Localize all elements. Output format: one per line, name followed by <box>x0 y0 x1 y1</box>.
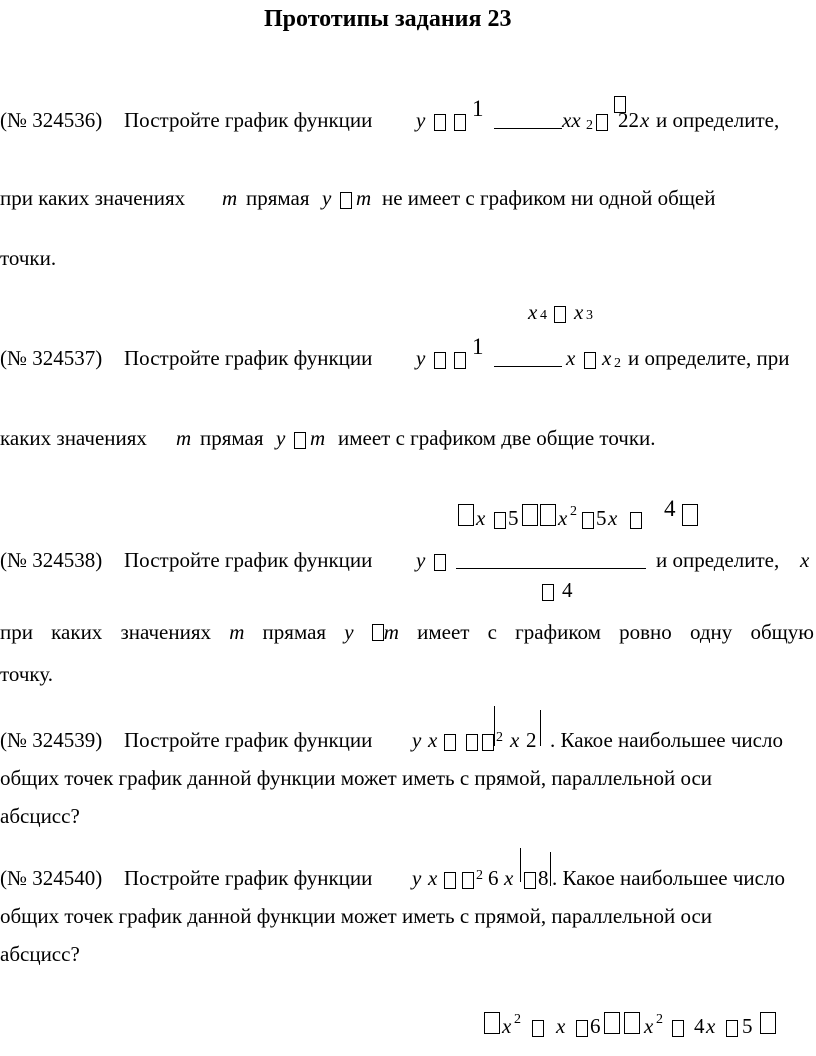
formula-x: x <box>706 1014 716 1038</box>
problem-line2-end: не имеет с графиком ни одной общей <box>382 186 716 210</box>
problem-line2-end: имеет с графиком две общие точки. <box>338 426 656 450</box>
var-y: y <box>322 186 332 210</box>
formula-x: x <box>476 506 486 530</box>
var-m: m <box>176 426 192 450</box>
formula-superscript: 2 <box>476 868 483 883</box>
formula-top-sub: 4 <box>540 308 547 323</box>
formula-top-sub: 3 <box>586 308 593 323</box>
abs-bar <box>550 852 551 886</box>
formula-x: x <box>558 506 568 530</box>
formula-numerator: 1 <box>472 334 484 359</box>
formula-x: x <box>428 866 438 890</box>
missing-glyph-icon <box>340 192 352 209</box>
formula-num: 5 <box>508 506 519 530</box>
word: каких <box>51 620 103 644</box>
missing-glyph-icon <box>542 584 554 601</box>
var-m: m <box>356 186 372 210</box>
var-m: m <box>222 186 238 210</box>
page-title: Прототипы задания 23 <box>264 6 512 32</box>
formula-numerator: 1 <box>472 96 484 121</box>
formula-superscript: 2 <box>570 504 577 519</box>
formula-tail: 22 <box>618 108 639 132</box>
formula-y: y <box>412 728 422 752</box>
missing-glyph-icon <box>372 624 384 641</box>
formula-y: y <box>412 866 422 890</box>
problem-number: (№ 324537) <box>0 346 103 370</box>
formula-subscript: 2 <box>614 356 621 371</box>
problem-number: (№ 324540) <box>0 866 103 890</box>
word: одну <box>689 620 733 644</box>
formula-x: x <box>602 346 612 370</box>
abs-bar <box>520 848 521 882</box>
formula-num: 4 <box>664 496 676 521</box>
word: с <box>487 620 497 644</box>
formula-x: x <box>644 1014 654 1038</box>
formula-num: 8 <box>538 866 549 890</box>
problem-line1-end: и определите, при <box>628 346 790 370</box>
missing-glyph-icon <box>672 1020 684 1037</box>
problem-line1-end: . Какое наибольшее число <box>550 728 783 752</box>
formula-x: x <box>640 108 650 132</box>
problem-number: (№ 324539) <box>0 728 103 752</box>
problem-intro: Постройте график функции <box>124 548 373 572</box>
word: y <box>344 620 354 644</box>
problem-line3: точки. <box>0 246 57 270</box>
problem-line1-end: и определите, <box>656 548 780 572</box>
formula-x: x <box>566 346 576 370</box>
problem-line2: каких значениях <box>0 426 147 450</box>
missing-glyph-icon <box>524 872 536 889</box>
formula-superscript: 2 <box>496 730 503 745</box>
missing-glyph-icon <box>484 1012 500 1034</box>
missing-glyph-icon <box>582 512 594 529</box>
word: имеет <box>417 620 470 644</box>
missing-glyph-icon <box>454 352 466 369</box>
formula-denominator: 4 <box>562 578 573 602</box>
problem-line2-mid: прямая <box>246 186 310 210</box>
formula-x: x <box>510 728 520 752</box>
formula-num: 6 <box>488 866 499 890</box>
missing-glyph-icon <box>604 1012 620 1034</box>
missing-glyph-icon <box>630 512 642 529</box>
problem-number: (№ 324536) <box>0 108 103 132</box>
missing-glyph-icon <box>444 734 456 751</box>
missing-glyph-icon <box>532 1020 544 1037</box>
missing-glyph-icon <box>294 432 306 449</box>
formula-y: y <box>416 108 426 132</box>
formula-num: 6 <box>590 1014 601 1038</box>
problem-intro: Постройте график функции <box>124 108 373 132</box>
word: ровно <box>619 620 672 644</box>
problem-line2: общих точек график данной функции может иметь с прямой, параллельной оси <box>0 904 713 928</box>
problem-line2: общих точек график данной функции может иметь с прямой, параллельной оси <box>0 766 713 790</box>
fraction-bar <box>494 366 562 367</box>
missing-glyph-icon <box>444 872 456 889</box>
abs-bar <box>540 710 541 746</box>
missing-glyph-icon <box>682 504 698 526</box>
formula-x: x <box>502 1014 512 1038</box>
problem-line2: при каких значениях <box>0 186 186 210</box>
word: значениях <box>120 620 212 644</box>
missing-glyph-icon <box>462 872 474 889</box>
problem-line3: точку. <box>0 662 53 686</box>
formula-superscript: 2 <box>656 1012 663 1027</box>
problem-intro: Постройте график функции <box>124 728 373 752</box>
formula-x: x <box>608 506 618 530</box>
problem-line2-mid: прямая <box>200 426 264 450</box>
formula-x: x <box>556 1014 566 1038</box>
formula-num: 5 <box>742 1014 753 1038</box>
formula-num: 5 <box>596 506 607 530</box>
word: общую <box>750 620 814 644</box>
missing-glyph-icon <box>760 1012 776 1034</box>
formula-y: y <box>416 548 426 572</box>
problem-line3: абсцисс? <box>0 804 80 828</box>
missing-glyph-icon <box>466 734 478 751</box>
problem-line3: абсцисс? <box>0 942 80 966</box>
formula-num: 4 <box>694 1014 705 1038</box>
fraction-bar <box>456 568 646 569</box>
missing-glyph-icon <box>554 306 566 323</box>
abs-bar <box>494 706 495 746</box>
formula-denominator: xx <box>562 108 581 132</box>
formula-x: x <box>504 866 514 890</box>
word: графиком <box>515 620 601 644</box>
missing-glyph-icon <box>540 504 556 526</box>
problem-line1-end: и определите, <box>656 108 780 132</box>
formula-y: y <box>416 346 426 370</box>
formula-num: 2 <box>526 728 537 752</box>
word: m <box>372 620 399 645</box>
problem-number: (№ 324538) <box>0 548 103 572</box>
missing-glyph-icon <box>576 1020 588 1037</box>
missing-glyph-icon <box>584 352 596 369</box>
missing-glyph-icon <box>458 504 474 526</box>
problem-line1-end: . Какое наибольшее число <box>552 866 785 890</box>
problem-intro: Постройте график функции <box>124 866 373 890</box>
formula-superscript: 2 <box>514 1012 521 1027</box>
word: при <box>0 620 33 644</box>
formula-top-x: x <box>528 300 538 324</box>
missing-glyph-icon <box>726 1020 738 1037</box>
missing-glyph-icon <box>596 114 608 131</box>
problem-line2 <box>0 620 814 645</box>
missing-glyph-icon <box>434 114 446 131</box>
missing-glyph-icon <box>434 554 446 571</box>
word: прямая <box>262 620 327 644</box>
var-y: y <box>276 426 286 450</box>
missing-glyph-icon <box>624 1012 640 1034</box>
problem-intro: Постройте график функции <box>124 346 373 370</box>
fraction-bar <box>494 128 562 129</box>
missing-glyph-icon <box>434 352 446 369</box>
var-m: m <box>229 620 245 644</box>
formula-x: x <box>428 728 438 752</box>
missing-glyph-icon <box>482 734 494 751</box>
missing-glyph-icon <box>522 504 538 526</box>
missing-glyph-icon <box>454 114 466 131</box>
formula-top-x: x <box>574 300 584 324</box>
missing-glyph-icon <box>494 512 506 529</box>
formula-x: x <box>800 548 810 572</box>
var-m: m <box>310 426 326 450</box>
formula-subscript: 2 <box>586 118 593 133</box>
